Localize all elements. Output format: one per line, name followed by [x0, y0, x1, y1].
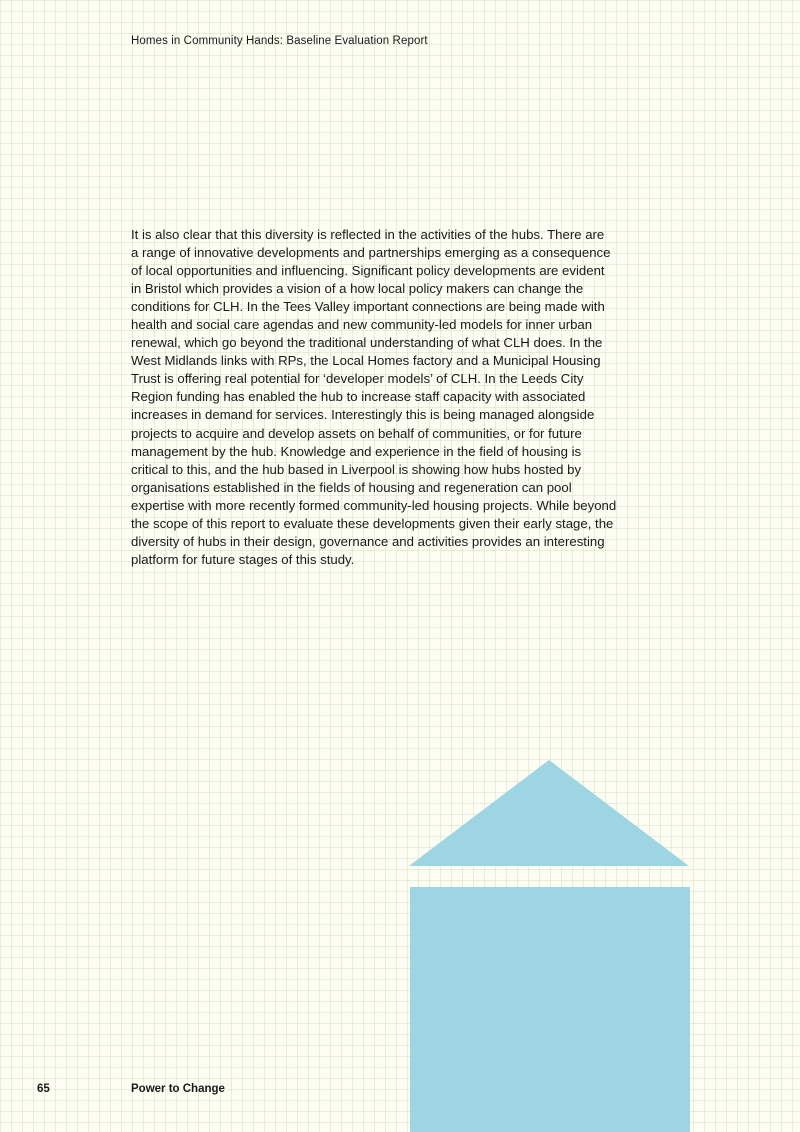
body-line: increases in demand for services. Interestingly this is being managed alongside [131, 407, 595, 423]
body-line: the scope of this report to evaluate these developments given their early stage, the [131, 515, 614, 531]
house-roof [409, 760, 689, 866]
body-line: It is also clear that this diversity is reflected in the activities of the hubs. There are [131, 227, 605, 242]
body-line: organisations established in the fields of housing and regeneration can pool [131, 479, 572, 495]
body-line: in Bristol which provides a vision of a how local policy makers can change the [131, 281, 584, 297]
body-line: platform for future stages of this study. [131, 551, 355, 567]
body-line: expertise with more recently formed community-led housing projects. While beyond [131, 497, 617, 513]
body-line: a range of innovative developments and partnerships emerging as a consequence [131, 245, 611, 261]
body-line: renewal, which go beyond the traditional understanding of what CLH does. In the [131, 335, 603, 351]
body-line: Region funding has enabled the hub to increase staff capacity with associated [131, 389, 586, 405]
body-line: West Midlands links with RPs, the Local Homes factory and a Municipal Housing [131, 353, 601, 369]
body-paragraph [131, 226, 679, 569]
body-line: of local opportunities and influencing. Significant policy developments are evident [131, 263, 605, 279]
body-line: critical to this, and the hub based in Liverpool is showing how hubs hosted by [131, 461, 582, 477]
body-line: diversity of hubs in their design, governance and activities provides an interesting [131, 533, 605, 549]
body-line: Trust is offering real potential for ‘developer models’ of CLH. In the Leeds City [131, 371, 584, 387]
footer-organisation: Power to Change [131, 1083, 225, 1095]
body-line: health and social care agendas and new community-led models for inner urban [131, 317, 593, 333]
house-graphic [408, 760, 691, 1132]
page-number: 65 [37, 1083, 50, 1095]
body-line: conditions for CLH. In the Tees Valley important connections are being made with [131, 299, 605, 315]
body-line: management by the hub. Knowledge and experience in the field of housing is [131, 443, 582, 459]
running-header: Homes in Community Hands: Baseline Evaluation Report [131, 35, 428, 47]
house-body [410, 887, 690, 1132]
body-line: projects to acquire and develop assets on behalf of communities, or for future [131, 425, 582, 441]
